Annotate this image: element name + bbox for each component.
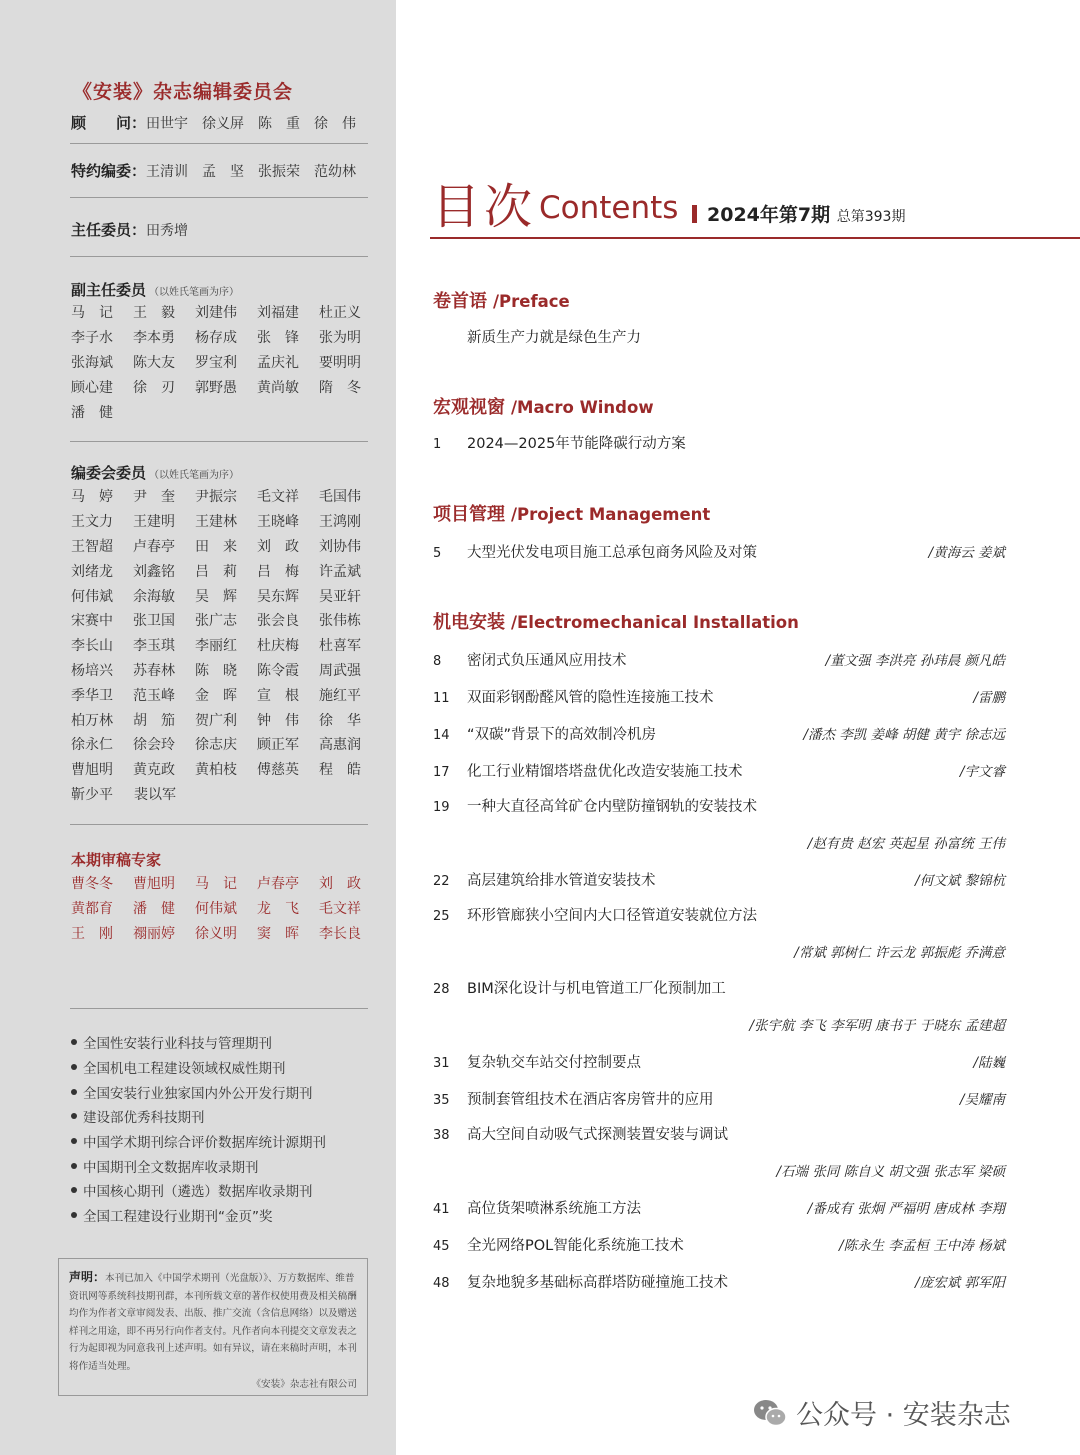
bullet-icon (71, 1187, 77, 1193)
name-row (71, 484, 381, 509)
toc-entry[interactable] (433, 977, 1005, 998)
feature-text: 全国机电工程建设领域权威性期刊 (83, 1061, 286, 1078)
bullet-icon (71, 1212, 77, 1218)
name-row (71, 300, 381, 325)
article-title[interactable]: 化工行业精馏塔塔盘优化改造安装施工技术 (467, 764, 743, 780)
toc-entry[interactable] (433, 1234, 1005, 1255)
article-title[interactable]: BIM深化设计与机电管道工厂化预制加工 (467, 981, 726, 997)
article-authors: /董文强 李洪亮 孙玮晨 颜凡皓 (825, 653, 1005, 669)
person-name: 张 锋 (257, 330, 299, 347)
person-name: 柏万林 (71, 712, 113, 729)
feature-item (71, 1203, 326, 1228)
feature-text: 全国工程建设行业期刊“金页”奖 (83, 1209, 273, 1226)
page-number: 41 (433, 1202, 450, 1217)
person-name: 胡 笳 (133, 712, 175, 729)
person-name: 苏春林 (133, 662, 175, 679)
person-name: 王建林 (195, 514, 237, 531)
director-row (71, 219, 202, 240)
person-name: 李玉琪 (133, 638, 175, 655)
person-name: 范玉峰 (133, 687, 175, 704)
person-name: 毛文祥 (257, 489, 299, 506)
committee-title: 《安装》杂志编辑委员会 (73, 81, 294, 103)
toc-entry[interactable] (433, 1088, 1005, 1109)
bullet-icon (71, 1064, 77, 1070)
wechat-icon (752, 1398, 788, 1428)
feature-item (71, 1079, 326, 1104)
person-name: 徐永仁 (71, 737, 113, 754)
page-number: 5 (433, 546, 442, 561)
section-en: /Preface (493, 292, 570, 311)
divider (70, 824, 368, 825)
special-editor-name: 张振荣 (258, 164, 301, 180)
person-name: 潘 健 (71, 404, 113, 421)
vice-note: （以姓氏笔画为序） (149, 287, 240, 298)
bullet-icon (71, 1089, 77, 1095)
issue-info (692, 200, 905, 227)
toc-entry[interactable] (433, 723, 1005, 744)
person-name: 贺广利 (195, 712, 237, 729)
person-name: 宋赛中 (71, 613, 113, 630)
person-name: 徐义明 (195, 925, 237, 942)
person-name: 田 来 (195, 538, 237, 555)
name-row (71, 682, 381, 707)
person-name: 施红平 (319, 687, 361, 704)
toc-entry[interactable] (433, 760, 1005, 781)
name-row (71, 896, 381, 921)
name-row (71, 583, 381, 608)
person-name: 张为明 (319, 330, 361, 347)
person-name: 程 皓 (319, 762, 361, 779)
toc-entry[interactable] (433, 686, 1005, 707)
contents-title-cn: 目次 (432, 179, 537, 235)
feature-item (71, 1153, 326, 1178)
page-number: 22 (433, 874, 450, 889)
section-cn: 项目管理 (433, 504, 505, 525)
person-name: 徐 刃 (133, 379, 175, 396)
person-name: 李丽红 (195, 638, 237, 655)
section-mech (433, 608, 799, 634)
person-name: 宣 根 (257, 687, 299, 704)
toc-entry[interactable] (433, 904, 1005, 925)
director-label: 主任委员： (71, 221, 147, 239)
person-name: 潘 健 (133, 901, 175, 918)
name-row (71, 921, 381, 946)
page-number: 48 (433, 1276, 450, 1291)
section-en: /Electromechanical Installation (511, 613, 799, 632)
page-number: 28 (433, 982, 450, 997)
page-number: 11 (433, 691, 450, 706)
person-name: 杜喜军 (319, 638, 361, 655)
accent-bar (692, 205, 697, 223)
name-row (71, 399, 381, 424)
name-row (71, 658, 381, 683)
members-label: 编委会委员 (71, 464, 147, 482)
article-title[interactable]: 高层建筑给排水管道安装技术 (467, 873, 656, 889)
feature-text: 全国性安装行业科技与管理期刊 (83, 1036, 272, 1053)
statement-text: 本刊已加入《中国学术期刊（光盘版）》、万方数据库、维普资讯网等系统科技期刊群，本刊所载文章的著作权使用费及相关稿酬均作为作者文章审阅发表、出版、推广交流（含信息网络）以及赠送样刊之用途，即不再另行向作者支付。凡作者向本刊提交文章发表之行为起即视为同意我刊上述声明。如有异议，请在来稿时声明，本刊将作适当处理。 (69, 1273, 357, 1372)
page-number: 45 (433, 1239, 450, 1254)
article-title[interactable]: 双面彩钢酚醛风管的隐性连接施工技术 (467, 690, 714, 706)
person-name: 王文力 (71, 514, 113, 531)
section-cn: 卷首语 (433, 291, 487, 312)
section-cn: 宏观视窗 (433, 397, 505, 418)
person-name: 裴以军 (134, 786, 176, 803)
feature-item (71, 1030, 326, 1055)
person-name: 马 婷 (71, 489, 113, 506)
person-name: 张伟栋 (319, 613, 361, 630)
name-row (71, 707, 381, 732)
divider (70, 441, 368, 442)
article-title[interactable]: 环形管廊狭小空间内大口径管道安装就位方法 (467, 908, 757, 924)
page-number: 19 (433, 800, 450, 815)
person-name: 王晓峰 (257, 514, 299, 531)
article-title[interactable]: “双碳”背景下的高效制冷机房 (467, 727, 657, 743)
toc-entry[interactable] (433, 1123, 1005, 1144)
name-row (71, 871, 381, 896)
person-name: 尹振宗 (195, 489, 237, 506)
person-name: 陈 晓 (195, 662, 237, 679)
person-name: 杜正义 (319, 305, 361, 322)
reviewers-grid (71, 871, 381, 945)
bullet-icon (71, 1163, 77, 1169)
person-name: 黄尚敏 (257, 379, 299, 396)
article-title[interactable]: 一种大直径高耸矿仓内壁防撞钢轨的安装技术 (467, 799, 757, 815)
vice-directors-heading (71, 279, 239, 300)
special-editor-name: 王清训 (146, 164, 189, 180)
article-authors: /番成有 张炯 严福明 唐成林 李翔 (807, 1201, 1005, 1217)
section-en: /Macro Window (511, 398, 654, 417)
article-authors: /陈永生 李孟桓 王中涛 杨斌 (839, 1238, 1005, 1254)
person-name: 窦 晖 (257, 925, 299, 942)
person-name: 孟庆礼 (257, 354, 299, 371)
issue-total: 总第393期 (836, 209, 906, 225)
article-authors: /宇文睿 (959, 764, 1005, 780)
person-name: 尹 奎 (133, 489, 175, 506)
page-number: 38 (433, 1128, 450, 1143)
divider (70, 143, 368, 144)
person-name: 曹旭明 (71, 762, 113, 779)
person-name: 马 记 (195, 876, 237, 893)
vice-label: 副主任委员 (71, 281, 147, 299)
person-name: 何伟斌 (195, 901, 237, 918)
section-cn: 机电安装 (433, 612, 505, 633)
advisor-name: 陈 重 (258, 116, 301, 132)
divider (70, 1008, 368, 1009)
person-name: 刘绪龙 (71, 563, 113, 580)
bullet-icon (71, 1039, 77, 1045)
article-title[interactable]: 复杂地貌多基础标高群塔防碰撞施工技术 (467, 1275, 728, 1291)
toc-entry[interactable] (433, 541, 1005, 562)
person-name: 龙 飞 (257, 901, 299, 918)
person-name: 罗宝利 (195, 354, 237, 371)
feature-text: 中国学术期刊综合评价数据库统计源期刊 (83, 1135, 326, 1152)
feature-item (71, 1055, 326, 1080)
person-name: 王 刚 (71, 925, 113, 942)
section-preface (433, 287, 570, 313)
statement-signature: 《安装》杂志社有限公司 (251, 1378, 357, 1390)
person-name: 毛文祥 (319, 901, 361, 918)
person-name: 季华卫 (71, 687, 113, 704)
person-name: 吕 莉 (195, 563, 237, 580)
article-title[interactable]: 高位货架喷淋系统施工方法 (467, 1201, 641, 1217)
person-name: 曹旭明 (133, 876, 175, 893)
page-number: 31 (433, 1056, 450, 1071)
journal-features-list (71, 1030, 326, 1228)
feature-item (71, 1129, 326, 1154)
person-name: 张卫国 (133, 613, 175, 630)
feature-item (71, 1178, 326, 1203)
special-editor-name: 孟 坚 (202, 164, 245, 180)
person-name: 杜庆梅 (257, 638, 299, 655)
special-editors-label: 特约编委： (71, 162, 147, 180)
article-title[interactable]: 高大空间自动吸气式探测装置安装与调试 (467, 1127, 728, 1143)
person-name: 刘福建 (257, 305, 299, 322)
special-editors-row (71, 160, 370, 181)
bullet-icon (71, 1138, 77, 1144)
person-name: 刘 政 (319, 876, 361, 893)
article-title[interactable]: 密闭式负压通风应用技术 (467, 653, 627, 669)
person-name: 刘协伟 (319, 538, 361, 555)
special-editor-name: 范幼林 (314, 164, 357, 180)
person-name: 顾正军 (257, 737, 299, 754)
person-name: 周武强 (319, 662, 361, 679)
person-name: 黄柏枝 (195, 762, 237, 779)
toc-entry[interactable] (433, 795, 1005, 816)
person-name: 李子水 (71, 330, 113, 347)
title-rule (430, 237, 1080, 239)
page-number: 1 (433, 437, 442, 452)
editorial-panel (0, 0, 396, 1455)
person-name: 刘建伟 (195, 305, 237, 322)
person-name: 李长山 (71, 638, 113, 655)
advisor-name: 田世宇 (146, 116, 189, 132)
article-authors: /张宇航 李飞 李军明 康书于 于晓东 孟建超 (749, 1018, 1005, 1034)
members-grid (71, 484, 381, 806)
person-name: 黄都育 (71, 901, 113, 918)
person-name: 杨培兴 (71, 662, 113, 679)
person-name: 何伟斌 (71, 588, 113, 605)
reviewers-heading: 本期审稿专家 (71, 851, 162, 869)
advisors-row (71, 112, 370, 133)
section-project (433, 500, 710, 526)
person-name: 张会良 (257, 613, 299, 630)
name-row (71, 633, 381, 658)
person-name: 顾心建 (71, 379, 113, 396)
divider (70, 197, 368, 198)
watermark-text: 公众号 · 安装杂志 (796, 1400, 1011, 1431)
advisors-label: 顾 问： (71, 114, 147, 132)
person-name: 吴东辉 (257, 588, 299, 605)
person-name: 吴 辉 (195, 588, 237, 605)
person-name: 许孟斌 (319, 563, 361, 580)
person-name: 王建明 (133, 514, 175, 531)
person-name: 陈大友 (133, 354, 175, 371)
article-title[interactable]: 2024—2025年节能降碳行动方案 (467, 436, 686, 452)
page-number: 17 (433, 765, 450, 780)
statement-box (58, 1258, 368, 1396)
article-authors: /石端 张同 陈自义 胡文强 张志军 梁硕 (776, 1164, 1005, 1180)
person-name: 禤丽婷 (133, 925, 175, 942)
article-authors: /潘杰 李凯 姜峰 胡健 黄宇 徐志远 (803, 727, 1005, 743)
person-name: 张海斌 (71, 354, 113, 371)
toc-entry[interactable] (433, 1271, 1005, 1292)
person-name: 毛国伟 (319, 489, 361, 506)
person-name: 郭野愚 (195, 379, 237, 396)
article-authors: /何文斌 黎锦杭 (915, 873, 1005, 889)
feature-text: 中国核心期刊（遴选）数据库收录期刊 (83, 1184, 313, 1201)
name-row (71, 534, 381, 559)
article-authors: /陆巍 (973, 1055, 1005, 1071)
article-authors: /赵有贵 赵宏 英起星 孙富统 王伟 (807, 836, 1005, 852)
toc-entry[interactable] (433, 1197, 1005, 1218)
article-authors: /常斌 郭树仁 许云龙 郭振彪 乔满意 (794, 945, 1005, 961)
name-row (71, 374, 381, 399)
article-authors: /吴耀南 (959, 1092, 1005, 1108)
page-number: 14 (433, 728, 450, 743)
divider (70, 256, 368, 257)
article-title[interactable]: 新质生产力就是绿色生产力 (467, 330, 641, 346)
feature-item (71, 1104, 326, 1129)
person-name: 高惠润 (319, 737, 361, 754)
page-number: 8 (433, 654, 442, 669)
person-name: 王 毅 (133, 305, 175, 322)
person-name: 徐志庆 (195, 737, 237, 754)
article-authors: /庞宏斌 郭军阳 (915, 1275, 1005, 1291)
person-name: 刘鑫铭 (133, 563, 175, 580)
person-name: 李长良 (319, 925, 361, 942)
name-row (71, 350, 381, 375)
section-macro (433, 393, 654, 419)
article-authors: /雷鹏 (973, 690, 1005, 706)
name-row (71, 558, 381, 583)
article-title[interactable]: 复杂轨交车站交付控制要点 (467, 1055, 641, 1071)
person-name: 卢春亭 (257, 876, 299, 893)
name-row (71, 608, 381, 633)
person-name: 徐会玲 (133, 737, 175, 754)
person-name: 杨存成 (195, 330, 237, 347)
article-title[interactable]: 大型光伏发电项目施工总承包商务风险及对策 (467, 545, 757, 561)
person-name: 曹冬冬 (71, 876, 113, 893)
person-name: 隋 冬 (319, 379, 361, 396)
person-name: 王智超 (71, 538, 113, 555)
name-row (71, 782, 381, 807)
person-name: 钟 伟 (257, 712, 299, 729)
toc-entry[interactable] (433, 649, 1005, 670)
vice-directors-grid (71, 300, 381, 424)
issue-year: 2024年第7期 (707, 204, 831, 226)
person-name: 卢春亭 (133, 538, 175, 555)
article-authors: /黄海云 姜斌 (928, 545, 1005, 561)
toc-entry[interactable] (433, 326, 1005, 347)
name-row (71, 757, 381, 782)
toc-entry[interactable] (433, 1051, 1005, 1072)
page-number: 25 (433, 909, 450, 924)
person-name: 吕 梅 (257, 563, 299, 580)
person-name: 要明明 (319, 354, 361, 371)
person-name: 余海敏 (133, 588, 175, 605)
article-title[interactable]: 预制套管组技术在酒店客房管井的应用 (467, 1092, 714, 1108)
advisor-name: 徐义屏 (202, 116, 245, 132)
toc-entry[interactable] (433, 432, 1005, 453)
name-row (71, 325, 381, 350)
name-row (71, 509, 381, 534)
members-note: （以姓氏笔画为序） (149, 470, 240, 481)
advisor-name: 徐 伟 (314, 116, 357, 132)
person-name: 马 记 (71, 305, 113, 322)
person-name: 傅慈英 (257, 762, 299, 779)
person-name: 王鸿刚 (319, 514, 361, 531)
wechat-watermark (752, 1393, 1011, 1432)
members-heading (71, 462, 239, 483)
bullet-icon (71, 1113, 77, 1119)
contents-title-en: Contents (539, 190, 679, 226)
feature-text: 全国安装行业独家国内外公开发行期刊 (83, 1085, 313, 1102)
page-number: 35 (433, 1093, 450, 1108)
feature-text: 建设部优秀科技期刊 (83, 1110, 205, 1127)
person-name: 刘 政 (257, 538, 299, 555)
name-row (71, 732, 381, 757)
person-name: 张广志 (195, 613, 237, 630)
person-name: 吴亚轩 (319, 588, 361, 605)
person-name: 黄克政 (133, 762, 175, 779)
person-name: 金 晖 (195, 687, 237, 704)
person-name: 靳少平 (71, 786, 113, 803)
person-name: 陈令霞 (257, 662, 299, 679)
statement-label: 声明： (69, 1270, 106, 1284)
person-name: 李本勇 (133, 330, 175, 347)
toc-entry[interactable] (433, 869, 1005, 890)
director-name: 田秀增 (146, 223, 189, 239)
person-name: 徐 华 (319, 712, 361, 729)
section-en: /Project Management (511, 505, 711, 524)
article-title[interactable]: 全光网络POL智能化系统施工技术 (467, 1238, 684, 1254)
feature-text: 中国期刊全文数据库收录期刊 (83, 1159, 259, 1176)
